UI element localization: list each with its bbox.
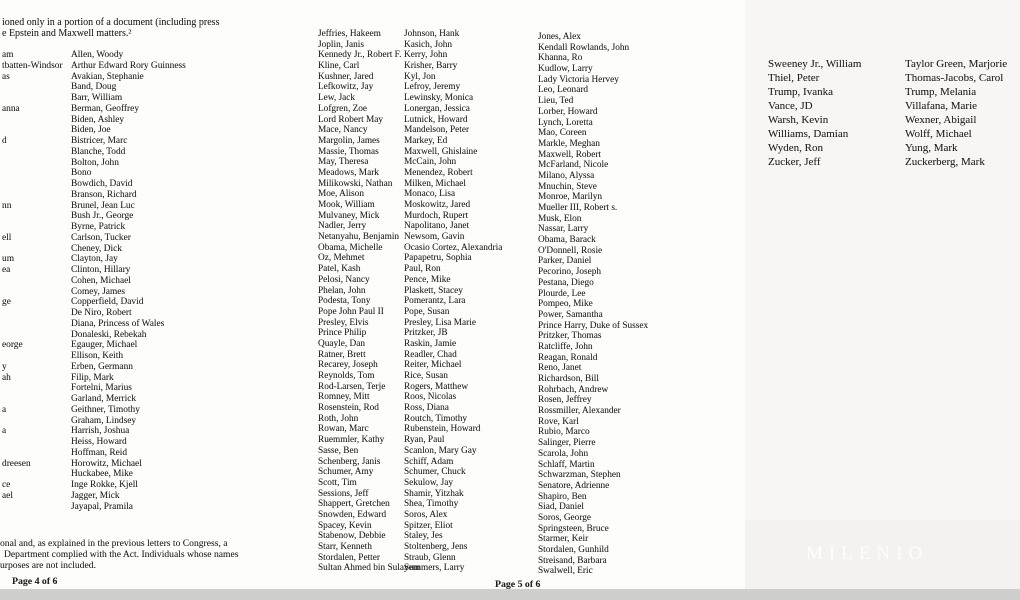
list-item: Blanche, Todd [71, 146, 126, 157]
list-item: Berman, Geoffrey [71, 103, 140, 114]
list-item: Soros, George [538, 512, 592, 523]
list-item: Sweeney Jr., William [768, 58, 862, 70]
list-item: Paul, Ron [404, 264, 441, 275]
list-item: Rove, Karl [538, 416, 579, 427]
list-item: Pomerantz, Lara [404, 296, 466, 307]
list-item: Bolton, John [71, 157, 119, 168]
list-item: a [2, 404, 7, 415]
list-item: Bistricer, Marc [71, 136, 128, 146]
list-item [2, 319, 63, 330]
list-item [2, 469, 63, 480]
list-item [2, 437, 63, 448]
list-item: um [2, 254, 14, 265]
list-item: Nassar, Larry [538, 224, 589, 235]
list-item: Reynolds, Tom [318, 371, 375, 381]
page4-name-column-fragments [2, 50, 63, 512]
list-item: ell [2, 232, 12, 243]
list-item: Ellison, Keith [71, 351, 124, 361]
list-item [2, 190, 63, 201]
list-item: Rohrbach, Andrew [538, 384, 609, 395]
list-item: Biden, Ashley [71, 114, 125, 125]
list-item: Mueller III, Robert s. [538, 203, 618, 213]
list-item: ah [2, 372, 11, 383]
list-item: Mace, Nancy [318, 125, 368, 136]
list-item: nn [2, 200, 12, 211]
list-item: Shamir, Yitzhak [404, 488, 464, 499]
list-item: Leo, Leonard [538, 85, 589, 96]
list-item: a [2, 426, 7, 437]
list-item: Spacey, Kevin [318, 520, 372, 531]
list-item: Arthur Edward Rory Guinness [71, 60, 186, 71]
list-item: Mook, William [318, 200, 375, 210]
list-item: Khanna, Ro [538, 53, 583, 64]
list-item: Taylor Green, Marjorie [905, 58, 1008, 70]
list-item: Mnuchin, Steve [538, 181, 597, 192]
list-item: Lutnick, Howard [404, 114, 468, 125]
list-item: Lonergan, Jessica [404, 103, 470, 114]
list-item: Moskowitz, Jared [404, 200, 471, 210]
list-item: Lieu, Ted [538, 96, 574, 107]
list-item: Ruemmler, Kathy [318, 435, 385, 446]
list-item: Pope John Paul II [318, 306, 384, 317]
list-item: Milken, Michael [404, 178, 466, 189]
list-item: Inge Rokke, Kjell [71, 480, 138, 490]
list-item: Prince Philip [318, 328, 367, 339]
list-item [2, 147, 63, 158]
list-item: Romney, Mitt [318, 392, 370, 403]
list-item: Copperfield, David [71, 297, 144, 308]
list-item: dreesen [2, 458, 31, 469]
list-item: Krisher, Barry [404, 61, 458, 72]
list-item: Rogers, Matthew [404, 381, 469, 392]
list-item: anna [2, 103, 20, 114]
list-item: Lewinsky, Monica [404, 93, 474, 104]
list-item: ael [2, 490, 13, 501]
list-item: Snowden, Edward [318, 509, 387, 520]
list-item: Spitzer, Eliot [404, 520, 453, 531]
list-item: McFarland, Nicole [538, 160, 609, 171]
list-item [2, 287, 63, 298]
list-item: Moe, Alison [318, 189, 364, 200]
list-item: Recarey, Joseph [318, 360, 378, 371]
list-item: Rod-Larsen, Terje [318, 381, 386, 392]
list-item: Netanyahu, Benjamin [318, 232, 400, 243]
list-item: Swalwell, Eric [538, 566, 593, 577]
list-item [2, 416, 63, 427]
list-item: as [2, 71, 10, 82]
list-item: Monaco, Lisa [404, 189, 456, 200]
list-item: Maxwell, Ghislaine [404, 146, 478, 157]
list-item: Lefroy, Jeremy [404, 82, 461, 93]
page5-name-column-3 [538, 32, 648, 577]
list-item: Shapiro, Ben [538, 491, 587, 502]
list-item: Readler, Chad [404, 349, 457, 360]
list-item: Lynch, Loretta [538, 117, 593, 128]
list-item: Pestana, Diego [538, 277, 594, 288]
list-item: Rosen, Jeffrey [538, 395, 592, 406]
list-item: Starr, Kenneth [318, 542, 372, 552]
list-item: Prince Harry, Duke of Sussex [538, 320, 649, 331]
page6-name-column-1 [768, 57, 861, 169]
list-item: Menendez, Robert [404, 167, 473, 178]
list-item: Johnson, Hank [404, 29, 460, 39]
list-item: Wolff, Michael [905, 128, 972, 140]
list-item: Power, Samantha [538, 309, 603, 320]
list-item [2, 330, 63, 341]
list-item: Schlaff, Martin [538, 459, 595, 470]
list-item: Rowan, Marc [318, 424, 369, 435]
list-item: Kline, Carl [318, 61, 360, 72]
scan-edge-strip [0, 589, 1020, 600]
list-item [2, 158, 63, 169]
list-item [2, 179, 63, 190]
list-item: Ross, Diana [404, 403, 449, 414]
list-item: Horowitz, Michael [71, 458, 142, 469]
list-item: Sekulow, Jay [404, 477, 453, 488]
list-item: Ryan, Paul [404, 435, 445, 446]
list-item: Presley, Lisa Marie [404, 317, 476, 328]
list-item: Schumer, Chuck [404, 467, 466, 478]
list-item: Zuckerberg, Mark [905, 156, 985, 168]
list-item: Bowdich, David [71, 179, 133, 189]
list-item: Band, Doug [71, 82, 117, 93]
list-item [2, 115, 63, 126]
list-item: Stordalen, Gunhild [538, 545, 609, 555]
list-item: Salinger, Pierre [538, 438, 596, 449]
list-item: Trump, Melania [905, 86, 977, 98]
page4-header-line-1: ioned only in a portion of a document (including press [2, 17, 220, 28]
list-item: Ratcliffe, John [538, 341, 593, 352]
list-item: ce [2, 480, 11, 490]
list-item: Plourde, Lee [538, 288, 586, 299]
list-item: Heiss, Howard [71, 437, 127, 447]
list-item: Ocasio Cortez, Alexandria [404, 242, 503, 253]
list-item: Harrish, Joshua [71, 426, 130, 437]
list-item: Kyl, Jon [404, 71, 436, 82]
list-item: Byrne, Patrick [71, 222, 126, 232]
list-item: Newsom, Gavin [404, 232, 465, 243]
list-item: Branson, Richard [71, 189, 137, 200]
list-item: Lofgren, Zoe [318, 103, 368, 114]
list-item: Mao, Coreen [538, 128, 587, 139]
list-item: May, Theresa [318, 157, 369, 168]
page4-page-number: Page 4 of 6 [12, 576, 58, 587]
list-item: Geithner, Timothy [71, 404, 140, 415]
list-item: Stoltenberg, Jens [404, 542, 468, 552]
list-item [2, 448, 63, 459]
list-item [2, 502, 63, 513]
list-item: Cohen, Michael [71, 275, 131, 286]
list-item: Sasse, Ben [318, 445, 359, 456]
list-item: Roth, John [318, 413, 359, 424]
list-item: Lew, Jack [318, 93, 356, 104]
list-item: ea [2, 265, 11, 275]
list-item: Obama, Michelle [318, 242, 383, 253]
list-item: Streisand, Barbara [538, 555, 607, 566]
list-item: Markey, Ed [404, 135, 448, 146]
list-item: Bono [71, 168, 92, 179]
list-item [2, 125, 63, 136]
list-item: eorge [2, 340, 23, 351]
list-item: Hoffman, Reid [71, 447, 128, 458]
list-item: Trump, Ivanka [768, 86, 833, 98]
list-item: De Niro, Robert [71, 308, 132, 318]
list-item: Siad, Daniel [538, 502, 584, 513]
list-item: Pelosi, Nancy [318, 274, 370, 285]
list-item [2, 244, 63, 255]
list-item: Straub, Glenn [404, 552, 456, 563]
list-item: Erben, Germann [71, 361, 133, 372]
list-item: d [2, 136, 7, 146]
list-item: Brunel, Jean Luc [71, 200, 135, 211]
list-item: Schenberg, Janis [318, 456, 381, 467]
list-item: Clayton, Jay [71, 254, 118, 265]
list-item [2, 93, 63, 104]
list-item: Pritzker, JB [404, 328, 448, 339]
list-item: Ratner, Brett [318, 349, 366, 360]
list-item: Shea, Timothy [404, 499, 459, 510]
list-item: y [2, 361, 7, 372]
list-item: Plaskett, Stacey [404, 285, 463, 296]
list-item: Lord Robert May [318, 114, 384, 125]
list-item: Kushner, Jared [318, 71, 374, 82]
list-item: Williams, Damian [768, 128, 849, 140]
list-item [2, 222, 63, 233]
list-item: Soros, Alex [404, 509, 448, 520]
list-item: Kudlow, Larry [538, 64, 593, 75]
list-item: Graham, Lindsey [71, 415, 137, 426]
list-item: Wexner, Abigail [905, 114, 977, 126]
list-item: Yung, Mark [905, 142, 958, 154]
list-item: Parker, Daniel [538, 256, 592, 267]
list-item: Jones, Alex [538, 32, 581, 42]
list-item: Reno, Janet [538, 363, 582, 374]
list-item: Scarola, John [538, 448, 589, 459]
list-item: Pope, Susan [404, 306, 450, 317]
page4-footer-line-3: urposes are not included. [0, 560, 96, 571]
list-item: Lefkowitz, Jay [318, 82, 374, 93]
list-item [2, 82, 63, 93]
list-item: Kendall Rowlands, John [538, 42, 630, 53]
page4-name-column [71, 50, 186, 512]
list-item [2, 383, 63, 394]
milenio-watermark: MILENIO [806, 543, 929, 564]
list-item: Presley, Elvis [318, 317, 369, 328]
list-item: Staley, Jes [404, 531, 443, 542]
list-item: Jeffries, Hakeem [318, 29, 381, 39]
list-item: Warsh, Kevin [768, 114, 829, 126]
list-item: Jayapal, Pramila [71, 501, 133, 512]
list-item: Kasich, John [404, 39, 453, 50]
list-item: Raskin, Jamie [404, 338, 457, 349]
list-item: Scott, Tim [318, 477, 357, 488]
list-item: tbatten-Windsor [2, 60, 63, 71]
list-item: Meadows, Mark [318, 167, 379, 178]
list-item: Huckabee, Mike [71, 469, 133, 480]
list-item: Massie, Thomas [318, 146, 379, 157]
page4-footer-line-1: onal and, as explained in the previous letters to Congress, a [0, 538, 228, 549]
list-item [2, 211, 63, 222]
list-item [2, 276, 63, 287]
list-item: Milano, Alyssa [538, 170, 595, 181]
list-item: Filip, Mark [71, 372, 114, 383]
list-item: Barr, William [71, 93, 123, 103]
list-item: Avakian, Stephanie [71, 71, 144, 82]
list-item: Lady Victoria Hervey [538, 74, 619, 85]
list-item: Zucker, Jeff [768, 156, 821, 168]
list-item: Napolitano, Janet [404, 221, 470, 232]
list-item: Carlson, Tucker [71, 232, 131, 243]
list-item: Roos, Nicolas [404, 392, 457, 403]
list-item: Sultan Ahmed bin Sulayem [318, 563, 421, 574]
list-item: Pompeo, Mike [538, 299, 593, 310]
list-item [2, 394, 63, 405]
list-item: Markle, Meghan [538, 138, 600, 149]
list-item: Starmer, Keir [538, 534, 589, 545]
list-item: Diana, Princess of Wales [71, 318, 165, 329]
list-item: Richardson, Bill [538, 374, 599, 384]
list-item: Thiel, Peter [768, 72, 820, 84]
list-item: Summers, Larry [404, 563, 465, 574]
list-item: Vance, JD [768, 100, 813, 112]
list-item: Rubenstein, Howard [404, 424, 481, 435]
list-item: Mandelson, Peter [404, 125, 470, 136]
page6-name-column-2 [905, 57, 1007, 169]
list-item: Villafana, Marie [905, 100, 978, 112]
list-item: Wyden, Ron [768, 142, 823, 154]
list-item: Joplin, Janis [318, 39, 364, 50]
list-item: Comey, James [71, 286, 126, 297]
list-item: Rosenstein, Rod [318, 403, 379, 414]
list-item: Oz, Mehmet [318, 253, 365, 264]
list-item: Nadler, Jerry [318, 221, 367, 232]
list-item: Pritzker, Thomas [538, 331, 602, 342]
page4-footer-line-2: Department complied with the Act. Individuals whose names [4, 549, 239, 560]
list-item: Rice, Susan [404, 371, 448, 381]
list-item: Clinton, Hillary [71, 265, 131, 275]
list-item: Rossmiller, Alexander [538, 406, 621, 417]
list-item: Kerry, John [404, 50, 448, 61]
list-item: Garland, Merrick [71, 394, 137, 404]
list-item: Schumer, Amy [318, 467, 374, 478]
list-item: Maxwell, Robert [538, 149, 601, 160]
list-item [2, 351, 63, 362]
page5-name-column-2 [404, 29, 502, 574]
list-item: Cheney, Dick [71, 243, 122, 254]
list-item: Milikowski, Nathan [318, 178, 393, 189]
list-item: Springsteen, Bruce [538, 523, 609, 534]
list-item: Fortelni, Marius [71, 383, 132, 394]
list-item: Rubio, Marco [538, 427, 590, 438]
page5-page-number: Page 5 of 6 [495, 579, 541, 590]
list-item: am [2, 50, 14, 60]
list-item: Pecorino, Joseph [538, 267, 602, 278]
list-item: Quayle, Dan [318, 338, 365, 349]
list-item: Lorber, Howard [538, 106, 598, 117]
list-item: ge [2, 297, 11, 308]
list-item: Obama, Barack [538, 235, 596, 246]
list-item: Margolin, James [318, 135, 380, 146]
list-item: Reagan, Ronald [538, 352, 598, 363]
list-item [2, 168, 63, 179]
list-item: Sessions, Jeff [318, 488, 369, 499]
list-item: Papapetru, Sophia [404, 253, 472, 264]
list-item: Bush Jr., George [71, 211, 134, 222]
list-item: Stabenow, Debbie [318, 531, 386, 542]
list-item: Scanlon, Mary Gay [404, 445, 477, 456]
list-item: Biden, Joe [71, 125, 111, 136]
list-item: Routch, Timothy [404, 413, 468, 424]
list-item: Podesta, Tony [318, 296, 371, 307]
list-item: Egauger, Michael [71, 340, 138, 351]
list-item: Schiff, Adam [404, 456, 454, 467]
list-item: Monroe, Marilyn [538, 192, 603, 203]
list-item: O'Donnell, Rosie [538, 245, 603, 256]
list-item [2, 308, 63, 319]
list-item: Patel, Kash [318, 264, 361, 275]
list-item: Pence, Mike [404, 274, 451, 285]
list-item: Donaleski, Rebekah [71, 329, 147, 340]
list-item: Senatore, Adrienne [538, 480, 610, 491]
list-item: Mulvaney, Mick [318, 210, 380, 221]
list-item: Stordalen, Petter [318, 552, 380, 563]
list-item: Jagger, Mick [71, 490, 120, 501]
list-item: Phelan, John [318, 285, 366, 296]
page4-header-line-2: e Epstein and Maxwell matters.² [2, 28, 132, 39]
list-item: McCain, John [404, 157, 457, 168]
list-item: Murdoch, Rupert [404, 210, 469, 221]
list-item: Allen, Woody [71, 50, 124, 60]
list-item: Musk, Elon [538, 213, 582, 224]
list-item: Thomas-Jacobs, Carol [905, 72, 1004, 84]
list-item: Reiter, Michael [404, 360, 462, 371]
list-item: Schwarzman, Stephen [538, 470, 621, 481]
list-item: Shappert, Gretchen [318, 499, 390, 510]
list-item: Kennedy Jr., Robert F. [318, 50, 402, 61]
